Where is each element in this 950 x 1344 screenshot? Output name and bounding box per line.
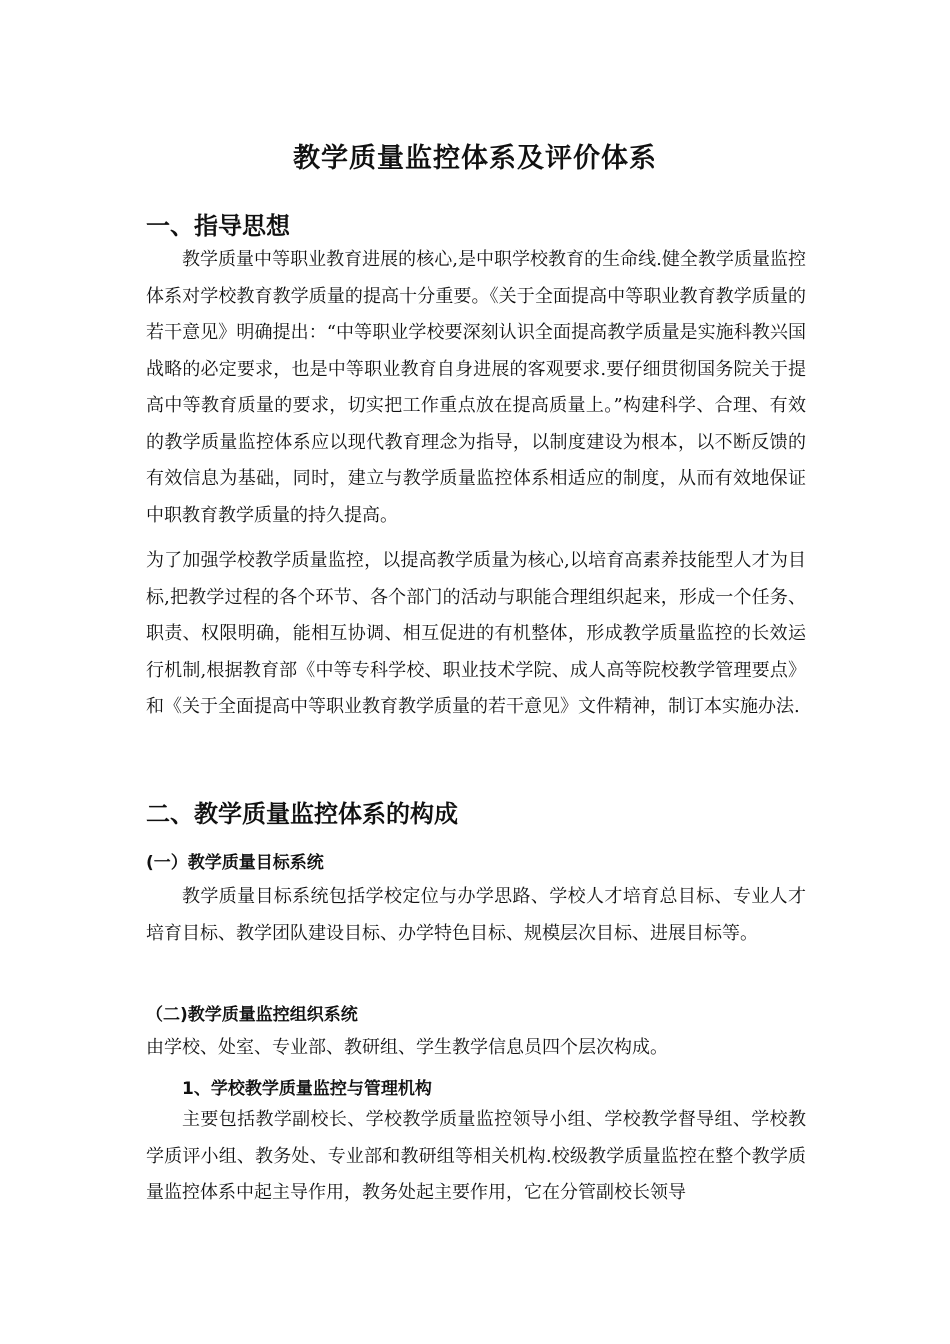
section-heading-system-composition: 二、教学质量监控体系的构成 <box>146 800 458 828</box>
paragraph-school-monitoring-agency: 主要包括教学副校长、学校教学质量监控领导小组、学校教学督导组、学校教学质评小组、教务处、专业部和教研组等相关机构.校级教学质量监控在整个教学质量监控体系中起主导作用，教务处起主要作用，它在分管副校长领导 <box>146 1109 806 1203</box>
paragraph-quality-goal-system: 教学质量目标系统包括学校定位与办学思路、学校人才培育总目标、专业人才培育目标、教学团队建设目标、办学特色目标、规模层次目标、进展目标等。 <box>146 886 806 944</box>
paragraph-guiding-ideology: 教学质量中等职业教育进展的核心,是中职学校教育的生命线.健全教学质量监控体系对学校教育教学质量的提高十分重要。《关于全面提高中等职业教育教学质量的若干意见》明确提出：“中等职业学校要深刻认识全面提高教学质量是实施科教兴国战略的必定要求，也是中等职业教育自身进展的客观要求.要仔细贯彻国务院关于提高中等教育质量的要求，切实把工作重点放在提高质量上。”构建科学、合理、有效的教学质量监控体系应以现代教育理念为指导，以制度建设为根本，以不断反馈的有效信息为基础，同时，建立与教学质量监控体系相适应的制度，从而有效地保证中职教育教学质量的持久提高。 <box>146 249 806 526</box>
subsection-heading-quality-goal-system: (一）教学质量目标系统 <box>146 853 324 873</box>
item-heading-school-monitoring-agency: 1、学校教学质量监控与管理机构 <box>182 1079 432 1099</box>
section-heading-guiding-ideology: 一、指导思想 <box>146 212 290 240</box>
paragraph-purpose: 为了加强学校教学质量监控，以提高教学质量为核心,以培育高素养技能型人才为目标,把教学过程的各个环节、各个部门的活动与职能合理组织起来，形成一个任务、职责、权限明确，能相互协调、相互促进的有机整体，形成教学质量监控的长效运行机制,根据教育部《中等专科学校、职业技术学院、成人高等院校教学管理要点》和《关于全面提高中等职业教育教学质量的若干意见》文件精神，制订本实施办法. <box>146 550 806 717</box>
document-title: 教学质量监控体系及评价体系 <box>293 143 657 174</box>
paragraph-organization-system: 由学校、处室、专业部、教研组、学生教学信息员四个层次构成。 <box>146 1037 668 1058</box>
subsection-heading-organization-system: （二)教学质量监控组织系统 <box>146 1005 358 1025</box>
